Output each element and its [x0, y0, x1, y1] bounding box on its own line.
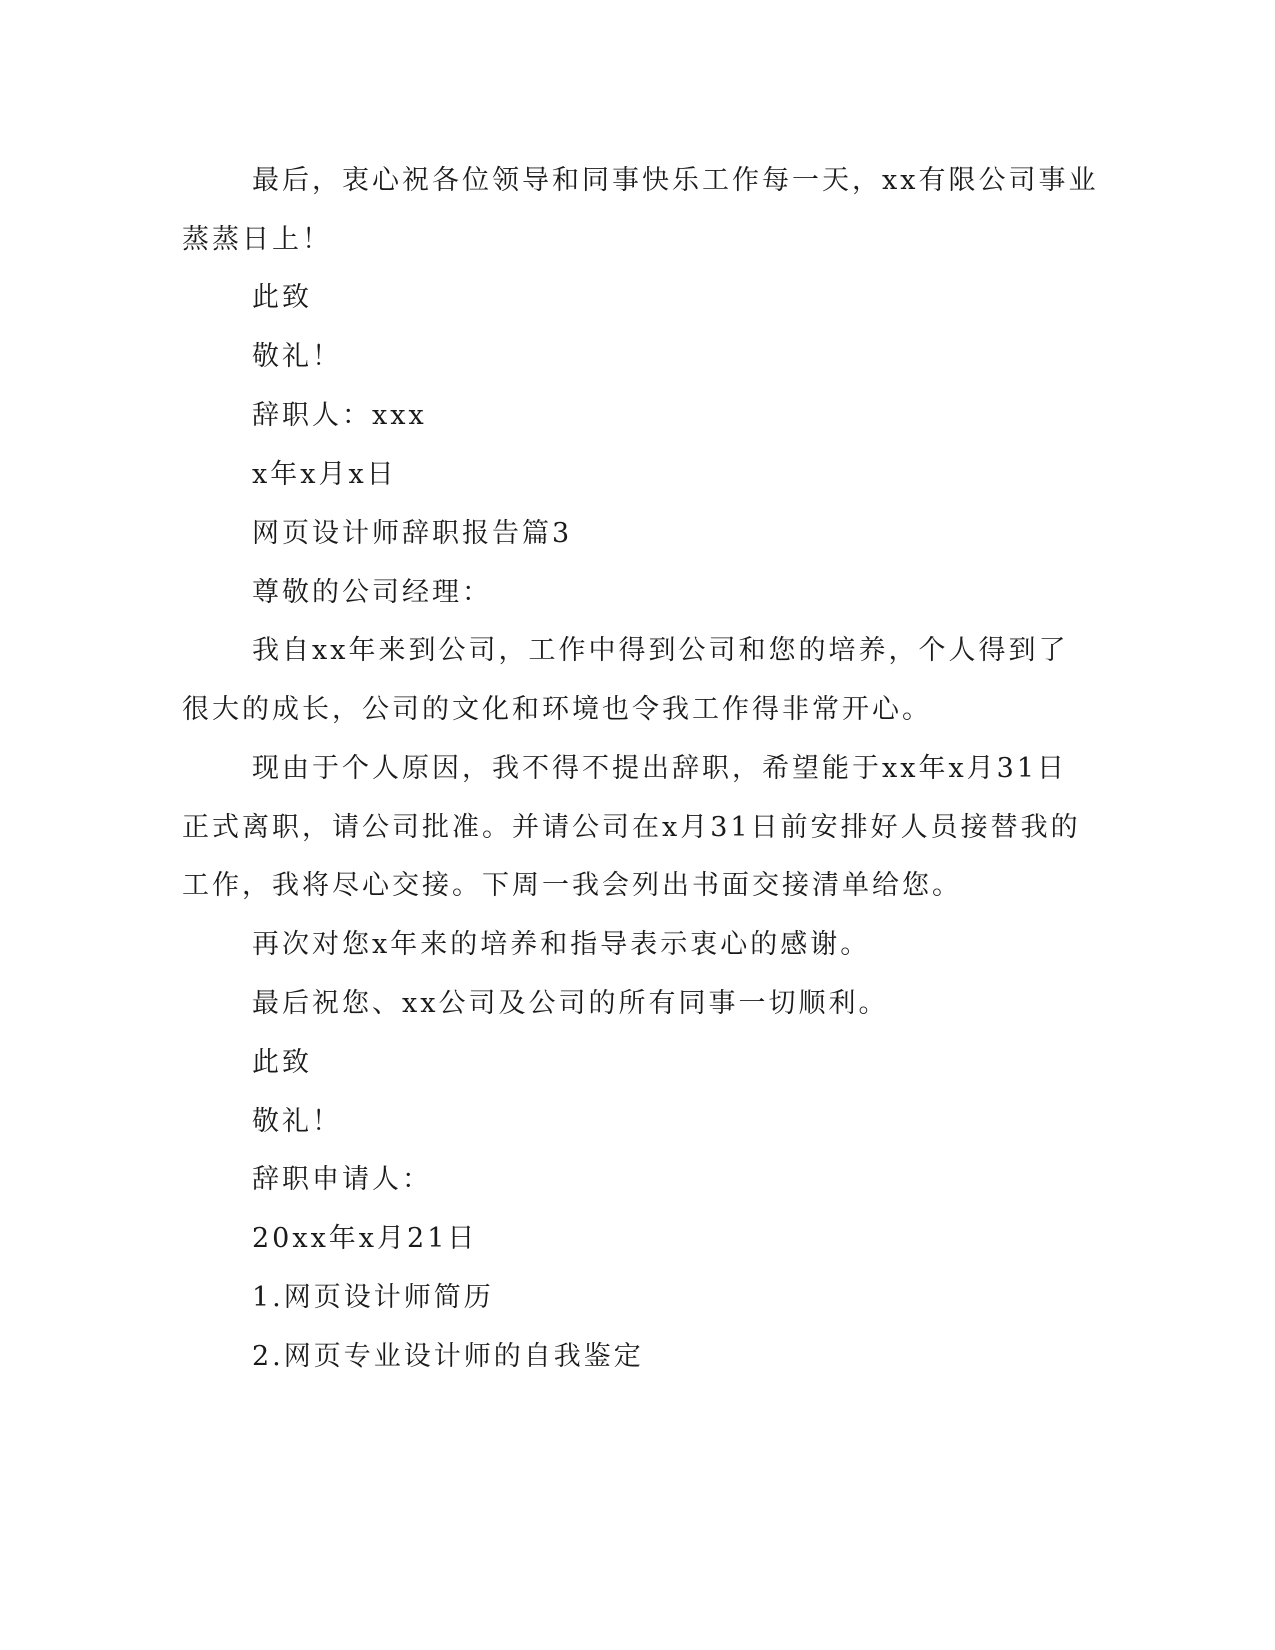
paragraph-2-line-1: 现由于个人原因，我不得不提出辞职，希望能于xx年x月31日 — [252, 753, 1068, 784]
signer-1: 辞职人：xxx — [252, 400, 427, 431]
closing-paragraph-1-line-1: 最后，衷心祝各位领导和同事快乐工作每一天，xx有限公司事业 — [252, 165, 1099, 196]
salutation-2: 此致 — [252, 1047, 312, 1078]
regards-1: 敬礼！ — [252, 341, 342, 372]
paragraph-4: 最后祝您、xx公司及公司的所有同事一切顺利。 — [252, 988, 889, 1019]
signer-2: 辞职申请人： — [252, 1164, 432, 1195]
paragraph-1-line-1: 我自xx年来到公司，工作中得到公司和您的培养，个人得到了 — [252, 635, 1069, 666]
related-link-2[interactable]: 2.网页专业设计师的自我鉴定 — [252, 1341, 644, 1372]
paragraph-2-line-2: 正式离职，请公司批准。并请公司在x月31日前安排好人员接替我的 — [182, 812, 1081, 843]
related-link-1[interactable]: 1.网页设计师简历 — [252, 1282, 494, 1313]
greeting: 尊敬的公司经理： — [252, 577, 492, 608]
section-heading: 网页设计师辞职报告篇3 — [252, 518, 573, 549]
salutation-1: 此致 — [252, 282, 312, 313]
date-2: 20xx年x月21日 — [252, 1223, 478, 1254]
date-1: x年x月x日 — [252, 459, 397, 490]
closing-paragraph-1-line-2: 蒸蒸日上！ — [182, 224, 332, 255]
paragraph-3: 再次对您x年来的培养和指导表示衷心的感谢。 — [252, 929, 871, 960]
paragraph-2-line-3: 工作，我将尽心交接。下周一我会列出书面交接清单给您。 — [182, 870, 962, 901]
paragraph-1-line-2: 很大的成长，公司的文化和环境也令我工作得非常开心。 — [182, 694, 932, 725]
regards-2: 敬礼！ — [252, 1106, 342, 1137]
